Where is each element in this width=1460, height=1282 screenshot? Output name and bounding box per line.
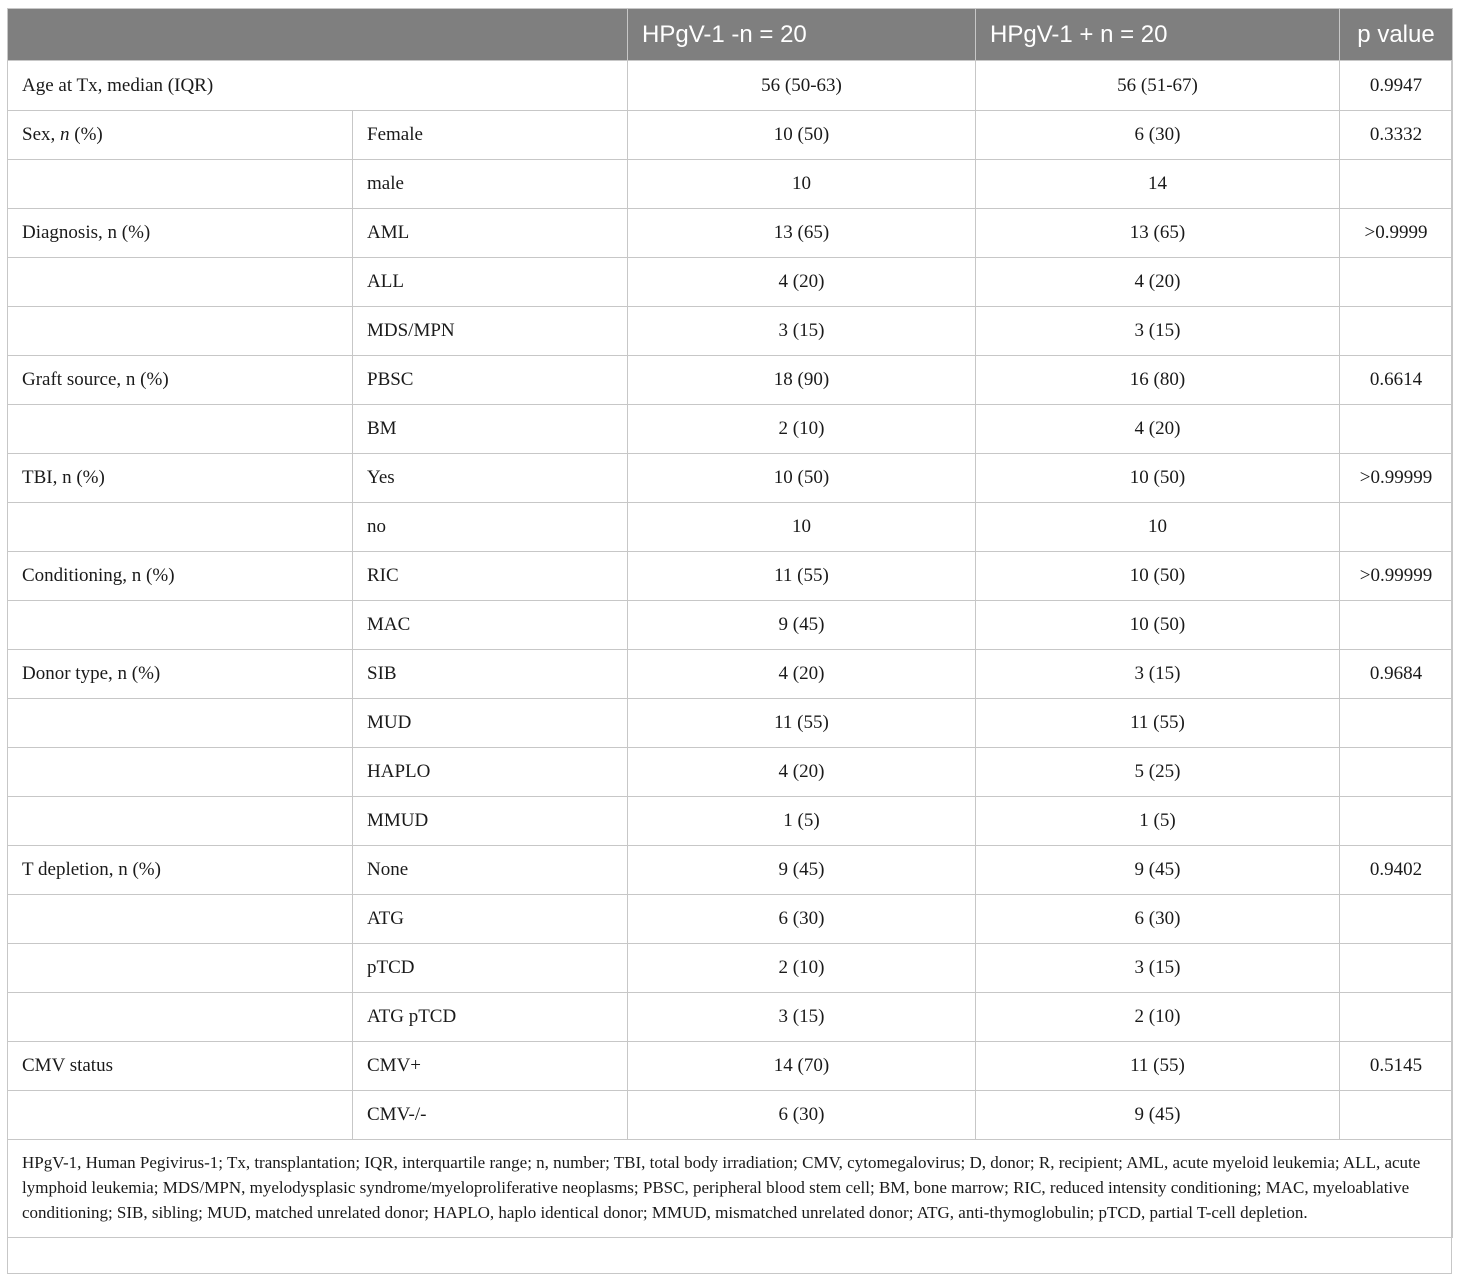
footnote-row (8, 1140, 1453, 1238)
row-label: Donor type, n (%) (8, 650, 353, 699)
cell-p-value (1340, 601, 1453, 650)
row-label (8, 895, 353, 944)
cell-positive: 5 (25) (976, 748, 1340, 797)
cell-p-value (1340, 160, 1453, 209)
cell-p-value (1340, 503, 1453, 552)
cell-p-value: 0.5145 (1340, 1042, 1453, 1091)
cell-positive: 6 (30) (976, 895, 1340, 944)
row-sublabel: CMV-/- (353, 1091, 628, 1140)
cell-negative: 6 (30) (628, 1091, 976, 1140)
cell-negative: 10 (628, 503, 976, 552)
cell-p-value: 0.3332 (1340, 111, 1453, 160)
header-characteristic (8, 9, 628, 61)
cell-p-value: 0.6614 (1340, 356, 1453, 405)
cell-positive: 6 (30) (976, 111, 1340, 160)
table-row (8, 307, 1453, 356)
table-row (8, 944, 1453, 993)
patient-characteristics-table (7, 8, 1453, 1238)
row-sublabel: HAPLO (353, 748, 628, 797)
cell-p-value (1340, 944, 1453, 993)
row-sublabel: MDS/MPN (353, 307, 628, 356)
cell-positive: 56 (51-67) (976, 61, 1340, 111)
row-label (8, 503, 353, 552)
row-sublabel: BM (353, 405, 628, 454)
cell-p-value: 0.9402 (1340, 846, 1453, 895)
row-sublabel: Female (353, 111, 628, 160)
row-label (8, 993, 353, 1042)
cell-positive: 2 (10) (976, 993, 1340, 1042)
table-header-row (8, 9, 1453, 61)
row-label (8, 307, 353, 356)
cell-p-value: >0.99999 (1340, 454, 1453, 503)
cell-p-value (1340, 307, 1453, 356)
table-row (8, 552, 1453, 601)
table-row (8, 699, 1453, 748)
row-sublabel: pTCD (353, 944, 628, 993)
table-row (8, 61, 1453, 111)
row-label (8, 1091, 353, 1140)
cell-negative: 13 (65) (628, 209, 976, 258)
row-sublabel: MAC (353, 601, 628, 650)
table-row (8, 846, 1453, 895)
table-row (8, 454, 1453, 503)
row-label: CMV status (8, 1042, 353, 1091)
cell-negative: 14 (70) (628, 1042, 976, 1091)
table-row (8, 650, 1453, 699)
table-row (8, 356, 1453, 405)
cell-positive: 10 (50) (976, 552, 1340, 601)
row-label (8, 160, 353, 209)
row-label: Conditioning, n (%) (8, 552, 353, 601)
cell-p-value: >0.99999 (1340, 552, 1453, 601)
cell-negative: 3 (15) (628, 993, 976, 1042)
row-label (8, 944, 353, 993)
cell-positive: 13 (65) (976, 209, 1340, 258)
cell-positive: 10 (976, 503, 1340, 552)
cell-negative: 9 (45) (628, 601, 976, 650)
cell-negative: 9 (45) (628, 846, 976, 895)
cell-negative: 10 (628, 160, 976, 209)
cell-negative: 10 (50) (628, 454, 976, 503)
table-row (8, 895, 1453, 944)
cell-negative: 10 (50) (628, 111, 976, 160)
row-sublabel: CMV+ (353, 1042, 628, 1091)
row-label (8, 699, 353, 748)
cell-positive: 14 (976, 160, 1340, 209)
row-sublabel: PBSC (353, 356, 628, 405)
cell-negative: 2 (10) (628, 405, 976, 454)
cell-p-value (1340, 993, 1453, 1042)
table-footnote: HPgV-1, Human Pegivirus-1; Tx, transplantation; IQR, interquartile range; n, number; TBI, total body irradiation; CMV, cytomegalovirus; D, donor; R, recipient; AML, acute myeloid leukemia; ALL, acute lymphoid leukemia; MDS/MPN, myelodysplasic syndrome/myeloproliferative neoplasms; PBSC, peripheral blood stem cell; BM, bone marrow; RIC, reduced intensity conditioning; MAC, myeloablative conditioning; SIB, sibling; MUD, matched unrelated donor; HAPLO, haplo identical donor; MMUD, mismatched unrelated donor; ATG, anti-thymoglobulin; pTCD, partial T-cell depletion. (8, 1140, 1453, 1238)
table-row (8, 1091, 1453, 1140)
row-label (8, 601, 353, 650)
cell-p-value: 0.9947 (1340, 61, 1453, 111)
cell-positive: 3 (15) (976, 944, 1340, 993)
cell-negative: 1 (5) (628, 797, 976, 846)
table-row (8, 1042, 1453, 1091)
cell-negative: 11 (55) (628, 552, 976, 601)
row-label: Graft source, n (%) (8, 356, 353, 405)
row-sublabel: ATG (353, 895, 628, 944)
cell-p-value (1340, 699, 1453, 748)
cell-negative: 11 (55) (628, 699, 976, 748)
table-row (8, 797, 1453, 846)
cell-positive: 3 (15) (976, 307, 1340, 356)
cell-p-value: >0.9999 (1340, 209, 1453, 258)
table-frame (7, 8, 1452, 1274)
table-row (8, 601, 1453, 650)
cell-p-value (1340, 895, 1453, 944)
header-hpgv-positive: HPgV-1 + n = 20 (976, 9, 1340, 61)
row-label (8, 797, 353, 846)
row-label: T depletion, n (%) (8, 846, 353, 895)
cell-p-value (1340, 797, 1453, 846)
table-row (8, 111, 1453, 160)
row-label (8, 258, 353, 307)
row-label: Diagnosis, n (%) (8, 209, 353, 258)
cell-negative: 6 (30) (628, 895, 976, 944)
cell-negative: 4 (20) (628, 748, 976, 797)
header-p-value: p value (1340, 9, 1453, 61)
row-sublabel: Yes (353, 454, 628, 503)
row-sublabel: AML (353, 209, 628, 258)
cell-negative: 2 (10) (628, 944, 976, 993)
row-label: Age at Tx, median (IQR) (8, 61, 628, 111)
row-label: Sex, n (%) (8, 111, 353, 160)
row-sublabel: MMUD (353, 797, 628, 846)
cell-negative: 18 (90) (628, 356, 976, 405)
cell-positive: 4 (20) (976, 405, 1340, 454)
cell-positive: 11 (55) (976, 699, 1340, 748)
cell-positive: 9 (45) (976, 846, 1340, 895)
row-label: TBI, n (%) (8, 454, 353, 503)
cell-positive: 10 (50) (976, 601, 1340, 650)
row-sublabel: ALL (353, 258, 628, 307)
table-row (8, 748, 1453, 797)
row-label (8, 405, 353, 454)
row-sublabel: ATG pTCD (353, 993, 628, 1042)
row-label (8, 748, 353, 797)
cell-positive: 9 (45) (976, 1091, 1340, 1140)
cell-negative: 4 (20) (628, 650, 976, 699)
table-row (8, 160, 1453, 209)
cell-p-value: 0.9684 (1340, 650, 1453, 699)
row-sublabel: None (353, 846, 628, 895)
cell-positive: 3 (15) (976, 650, 1340, 699)
cell-p-value (1340, 405, 1453, 454)
cell-positive: 16 (80) (976, 356, 1340, 405)
table-row (8, 405, 1453, 454)
cell-p-value (1340, 1091, 1453, 1140)
cell-negative: 4 (20) (628, 258, 976, 307)
cell-positive: 1 (5) (976, 797, 1340, 846)
cell-positive: 11 (55) (976, 1042, 1340, 1091)
row-sublabel: RIC (353, 552, 628, 601)
header-hpgv-negative: HPgV-1 -n = 20 (628, 9, 976, 61)
table-row (8, 209, 1453, 258)
cell-positive: 10 (50) (976, 454, 1340, 503)
row-sublabel: male (353, 160, 628, 209)
table-row (8, 258, 1453, 307)
row-sublabel: no (353, 503, 628, 552)
row-sublabel: MUD (353, 699, 628, 748)
cell-positive: 4 (20) (976, 258, 1340, 307)
table-row (8, 503, 1453, 552)
cell-negative: 56 (50-63) (628, 61, 976, 111)
cell-p-value (1340, 258, 1453, 307)
cell-p-value (1340, 748, 1453, 797)
cell-negative: 3 (15) (628, 307, 976, 356)
row-sublabel: SIB (353, 650, 628, 699)
table-row (8, 993, 1453, 1042)
